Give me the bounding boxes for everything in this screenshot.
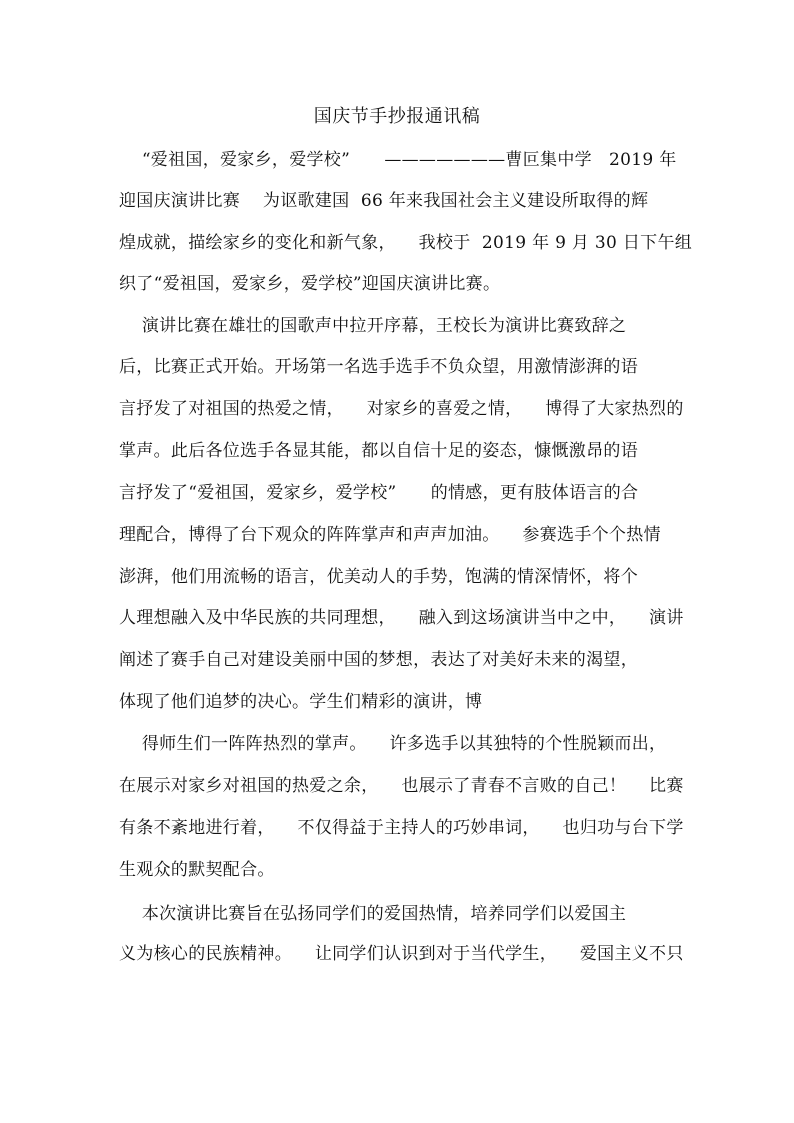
body-line: 有条不紊地进行着， 不仅得益于主持人的巧妙串词， 也归功与台下学: [119, 818, 684, 838]
body-line: 言抒发了对祖国的热爱之情， 对家乡的喜爱之情， 博得了大家热烈的: [119, 399, 684, 419]
body-line: 得师生们一阵阵热烈的掌声。 许多选手以其独特的个性脱颖而出，: [119, 734, 667, 754]
body-line: 人理想融入及中华民族的共同理想， 融入到这场演讲当中之中， 演讲: [119, 608, 684, 628]
body-line: 体现了他们追梦的决心。学生们精彩的演讲，博: [119, 692, 483, 712]
body-line: 澎湃，他们用流畅的语言，优美动人的手势，饱满的情深情怀，将个: [119, 567, 638, 587]
body-line: 织了“爱祖国，爱家乡，爱学校”迎国庆演讲比赛。: [119, 274, 501, 294]
body-line: 言抒发了“爱祖国，爱家乡，爱学校” 的情感，更有肢体语言的合: [119, 483, 639, 503]
body-line: 理配合，博得了台下观众的阵阵掌声和声声加油。 参赛选手个个热情: [119, 525, 661, 545]
body-line: 在展示对家乡对祖国的热爱之余， 也展示了青春不言败的自己！ 比赛: [119, 776, 684, 796]
body-line: 本次演讲比赛旨在弘扬同学们的爱国热情，培养同学们以爱国主: [119, 904, 627, 924]
document-title: 国庆节手抄报通讯稿: [313, 106, 481, 127]
body-line: “爱祖国，爱家乡，爱学校” ———————曹叵集中学 2019 年: [119, 150, 677, 170]
body-line: 掌声。此后各位选手各显其能，都以自信十足的姿态，慷慨激昂的语: [119, 441, 638, 461]
body-line: 阐述了赛手自己对建设美丽中国的梦想，表达了对美好未来的渴望，: [119, 650, 638, 670]
body-line: 义为核心的民族精神。 让同学们认识到对于当代学生， 爱国主义不只: [119, 944, 684, 964]
body-line: 迎国庆演讲比赛 为讴歌建国 66 年来我国社会主义建设所取得的辉: [119, 191, 649, 211]
body-line: 煌成就，描绘家乡的变化和新气象， 我校于 2019 年 9 月 30 日下午组: [119, 233, 693, 253]
body-line: 生观众的默契配合。: [119, 860, 275, 880]
body-line: 后，比赛正式开始。开场第一名选手选手不负众望，用激情澎湃的语: [119, 357, 638, 377]
body-line: 演讲比赛在雄壮的国歌声中拉开序幕，王校长为演讲比赛致辞之: [119, 316, 627, 336]
